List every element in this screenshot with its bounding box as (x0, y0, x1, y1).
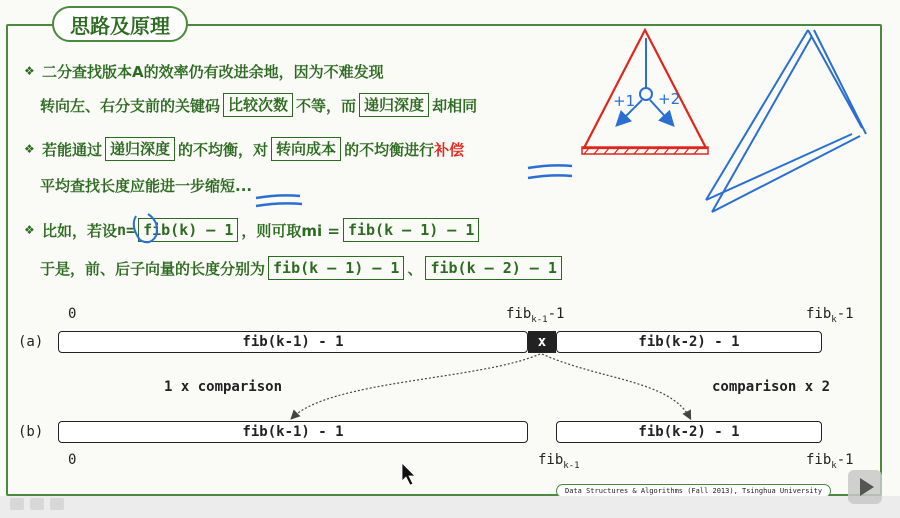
note-right-comparison: comparison x 2 (712, 379, 831, 395)
arrow-to-suffix (542, 354, 690, 418)
highlight-compensate: 补偿 (434, 140, 465, 159)
index-fib-k1-bottom: fib$_{k-1}$ (538, 452, 580, 471)
bullet-diamond-icon: ❖ (24, 64, 35, 78)
line-2-mid: 不等，而 (296, 96, 357, 115)
boxed-term-turn-cost: 转向成本 (271, 137, 341, 161)
course-footer: Data Structures & Algorithms (Fall 2013), Tsinghua University (556, 484, 831, 498)
var-n: n (117, 221, 127, 239)
index-zero-bottom: 0 (68, 452, 77, 468)
line-4-text: 平均查找长度应能进一步缩短... (40, 176, 253, 195)
index-fib-k-bottom: fib$_k$-1 (806, 452, 854, 471)
vector-prefix-a: fib(k-1) - 1 (58, 331, 528, 353)
sketch-plus-one: +1 (613, 92, 636, 110)
bullet-diamond-icon: ❖ (24, 223, 35, 237)
play-icon[interactable] (848, 470, 882, 504)
line-5-pre: 比如，若设 (42, 221, 118, 240)
pivot-cell-x: x (528, 331, 556, 353)
slide-title: 思路及原理 (52, 6, 188, 42)
formula-prefix-length: fib(k – 1) – 1 (268, 256, 404, 280)
formula-fib-k: fib(k) – 1 (138, 218, 238, 242)
circle-around-n (134, 214, 157, 242)
cursor-arrow-icon (402, 463, 415, 485)
formula-fib-k-1: fib(k – 1) – 1 (343, 218, 479, 242)
line-2-post: 却相同 (432, 96, 478, 115)
line-3-mid: 的不均衡，对 (178, 140, 269, 159)
line-6-sep: 、 (407, 259, 423, 278)
line-3-post: 的不均衡进行 (344, 140, 435, 159)
boxed-term-recursion-depth-2: 递归深度 (105, 137, 175, 161)
boxed-term-compare-count: 比较次数 (223, 93, 293, 117)
pen-icon[interactable] (10, 498, 24, 510)
vector-prefix-b: fib(k-1) - 1 (58, 421, 528, 443)
sketch-plus-two: +2 (658, 90, 681, 108)
line-6-pre: 于是，前、后子向量的长度分别为 (40, 259, 266, 278)
arrow-to-prefix (292, 354, 540, 418)
bullet-diamond-icon: ❖ (24, 142, 35, 156)
index-fib-k1-top: fib$_{k-1}$-1 (506, 306, 565, 325)
label-a: (a) (18, 334, 44, 350)
vector-suffix-b: fib(k-2) - 1 (556, 421, 822, 443)
blue-triangle-sketch (706, 30, 866, 212)
line-3-pre: 若能通过 (42, 140, 103, 159)
line-5-mid: ，则可取mi = (241, 221, 340, 240)
menu-icon[interactable] (50, 498, 64, 510)
underline-shorten (256, 195, 302, 206)
vector-suffix-a: fib(k-2) - 1 (556, 331, 822, 353)
line-1-text: 二分查找版本A的效率仍有改进余地，因为不难发现 (42, 62, 384, 81)
formula-suffix-length: fib(k – 2) – 1 (425, 256, 561, 280)
boxed-term-recursion-depth: 递归深度 (359, 93, 429, 117)
slides-icon[interactable] (30, 498, 44, 510)
index-zero-top: 0 (68, 306, 77, 322)
index-fib-k-top: fib$_k$-1 (806, 306, 854, 325)
player-control-bar (0, 496, 900, 518)
line-2-pre: 转向左、右分支前的关键码 (40, 96, 221, 115)
note-left-comparison: 1 x comparison (164, 379, 283, 395)
label-b: (b) (18, 424, 44, 440)
equals-sign: = (126, 221, 136, 239)
underline-compensate (528, 165, 572, 178)
